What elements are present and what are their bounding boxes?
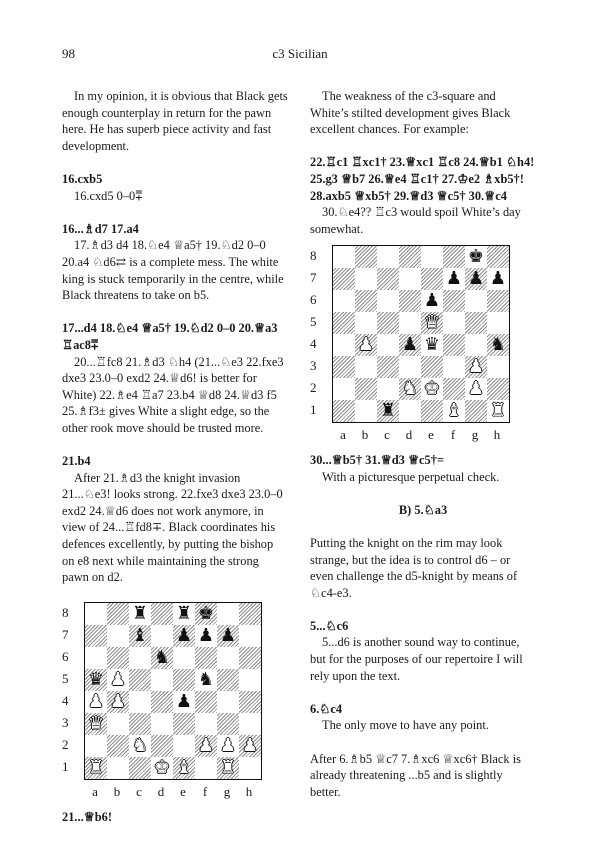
square-a1 bbox=[333, 400, 355, 422]
left-column bbox=[62, 88, 288, 826]
move-note: With a picturesque perpetual check. bbox=[322, 469, 500, 484]
rank-label: 7 bbox=[310, 270, 317, 286]
black-king-icon: ♚ bbox=[197, 603, 215, 625]
square-e5 bbox=[421, 312, 443, 334]
square-h7 bbox=[239, 625, 261, 647]
move-note: 16.cxd5 0–0⩱ bbox=[74, 188, 143, 203]
square-a2 bbox=[85, 735, 107, 757]
square-d2 bbox=[399, 378, 421, 400]
square-h3 bbox=[487, 356, 509, 378]
square-g4 bbox=[217, 691, 239, 713]
rank-label: 7 bbox=[62, 627, 69, 643]
square-e7 bbox=[421, 268, 443, 290]
move-heading: 5...♘c6 bbox=[310, 618, 349, 633]
square-e3 bbox=[421, 356, 443, 378]
black-knight-icon: ♞ bbox=[197, 669, 215, 691]
rank-label: 6 bbox=[310, 292, 317, 308]
square-h6 bbox=[487, 290, 509, 312]
square-b7 bbox=[355, 268, 377, 290]
square-c6 bbox=[377, 290, 399, 312]
square-d8 bbox=[399, 246, 421, 268]
black-pawn-icon: ♟ bbox=[197, 625, 215, 647]
square-e1 bbox=[173, 757, 195, 779]
paragraph: The weakness of the c3-square and White’s stilted development gives Black excellent chances. For example: bbox=[310, 89, 511, 137]
rank-label: 1 bbox=[310, 402, 317, 418]
square-g8 bbox=[217, 603, 239, 625]
white-pawn-icon: ♟ bbox=[467, 356, 485, 378]
square-f5 bbox=[443, 312, 465, 334]
square-g3 bbox=[465, 356, 487, 378]
square-a5 bbox=[85, 669, 107, 691]
square-f3 bbox=[195, 713, 217, 735]
square-f6 bbox=[195, 647, 217, 669]
rank-label: 6 bbox=[62, 649, 69, 665]
square-d7 bbox=[151, 625, 173, 647]
black-pawn-icon: ♟ bbox=[445, 268, 463, 290]
white-rook-icon: ♜ bbox=[87, 757, 105, 779]
black-pawn-icon: ♟ bbox=[401, 334, 419, 356]
square-g4 bbox=[465, 334, 487, 356]
square-d1 bbox=[399, 400, 421, 422]
square-h1 bbox=[239, 757, 261, 779]
square-b2 bbox=[107, 735, 129, 757]
square-d6 bbox=[151, 647, 173, 669]
square-b8 bbox=[107, 603, 129, 625]
square-g6 bbox=[465, 290, 487, 312]
rank-label: 1 bbox=[62, 759, 69, 775]
square-a6 bbox=[85, 647, 107, 669]
rank-label: 2 bbox=[62, 737, 69, 753]
file-label: c bbox=[136, 784, 142, 800]
square-c1 bbox=[377, 400, 399, 422]
white-knight-icon: ♞ bbox=[131, 735, 149, 757]
square-b2 bbox=[355, 378, 377, 400]
rank-label: 4 bbox=[62, 693, 69, 709]
black-pawn-icon: ♟ bbox=[175, 691, 193, 713]
black-pawn-icon: ♟ bbox=[219, 625, 237, 647]
square-e2 bbox=[173, 735, 195, 757]
file-label: f bbox=[450, 427, 456, 443]
white-king-icon: ♚ bbox=[153, 757, 171, 779]
move-note: 17.♗d3 d4 18.♘e4 ♕a5† 19.♘d2 0–0 20.a4 ♘d6⇄ is a complete mess. The white king is stuck temporarily in the centre, while Black threatens to take on b5. bbox=[62, 238, 284, 303]
chess-diagram-right bbox=[310, 245, 536, 444]
chess-board bbox=[332, 245, 510, 423]
square-f7 bbox=[195, 625, 217, 647]
square-a3 bbox=[85, 713, 107, 735]
file-labels bbox=[332, 427, 536, 444]
rank-label: 2 bbox=[310, 380, 317, 396]
file-label: c bbox=[384, 427, 390, 443]
square-b4 bbox=[355, 334, 377, 356]
square-g3 bbox=[217, 713, 239, 735]
square-d3 bbox=[399, 356, 421, 378]
square-c2 bbox=[377, 378, 399, 400]
file-label: d bbox=[157, 784, 165, 800]
paragraph: After 6.♗b5 ♕c7 7.♗xc6 ♕xc6† Black is already threatening ...b5 and is slightly better. bbox=[310, 751, 521, 799]
black-pawn-icon: ♟ bbox=[467, 268, 485, 290]
square-b5 bbox=[355, 312, 377, 334]
square-c4 bbox=[129, 691, 151, 713]
move-note: After 21.♗d3 the knight invasion 21...♘e3! looks strong. 22.fxe3 dxe3 23.0–0 exd2 24.♕d6 does not work anymore, in view of 24...♖fd8∓. Black coordinates his defences excellently, by putting the bishop on e8 next while maintaining the strong pawn on d2. bbox=[62, 470, 283, 585]
square-b7 bbox=[107, 625, 129, 647]
black-rook-icon: ♜ bbox=[379, 400, 397, 422]
square-c1 bbox=[129, 757, 151, 779]
chess-diagram-left bbox=[62, 602, 288, 801]
move-note: 30.♘e4?? ♖c3 would spoil White’s day somewhat. bbox=[310, 205, 521, 236]
file-label: e bbox=[180, 784, 186, 800]
black-queen-icon: ♛ bbox=[87, 669, 105, 691]
black-rook-icon: ♜ bbox=[175, 603, 193, 625]
square-e1 bbox=[421, 400, 443, 422]
file-label: a bbox=[340, 427, 346, 443]
diagram-caption: 21...♕b6! bbox=[62, 810, 113, 824]
white-bishop-icon: ♝ bbox=[445, 400, 463, 422]
square-h4 bbox=[239, 691, 261, 713]
square-d6 bbox=[399, 290, 421, 312]
rank-label: 5 bbox=[310, 314, 317, 330]
black-pawn-icon: ♟ bbox=[423, 290, 441, 312]
rank-label: 8 bbox=[310, 248, 317, 264]
move-heading: 6.♘c4 bbox=[310, 701, 343, 716]
square-d5 bbox=[151, 669, 173, 691]
page-number: 98 bbox=[62, 46, 75, 61]
rank-label: 3 bbox=[310, 358, 317, 374]
white-pawn-icon: ♟ bbox=[467, 378, 485, 400]
square-b3 bbox=[355, 356, 377, 378]
black-pawn-icon: ♟ bbox=[175, 625, 193, 647]
square-h2 bbox=[239, 735, 261, 757]
file-label: h bbox=[245, 784, 253, 800]
square-c7 bbox=[129, 625, 151, 647]
square-c8 bbox=[377, 246, 399, 268]
square-a2 bbox=[333, 378, 355, 400]
square-f5 bbox=[195, 669, 217, 691]
paragraph: In my opinion, it is obvious that Black gets enough counterplay in return for the pawn here. He has superb piece activity and fast development. bbox=[62, 89, 288, 153]
square-h4 bbox=[487, 334, 509, 356]
square-d3 bbox=[151, 713, 173, 735]
file-label: b bbox=[113, 784, 121, 800]
square-e7 bbox=[173, 625, 195, 647]
square-e4 bbox=[173, 691, 195, 713]
square-g8 bbox=[465, 246, 487, 268]
square-c5 bbox=[129, 669, 151, 691]
running-head: c3 Sicilian bbox=[272, 46, 328, 61]
square-d4 bbox=[399, 334, 421, 356]
square-f7 bbox=[443, 268, 465, 290]
move-note: The only move to have any point. bbox=[322, 718, 489, 733]
white-pawn-icon: ♟ bbox=[357, 334, 375, 356]
square-e5 bbox=[173, 669, 195, 691]
square-a7 bbox=[333, 268, 355, 290]
file-label: b bbox=[361, 427, 369, 443]
right-column bbox=[310, 88, 536, 800]
file-labels bbox=[84, 784, 288, 801]
file-label: h bbox=[493, 427, 501, 443]
square-g5 bbox=[217, 669, 239, 691]
square-a4 bbox=[333, 334, 355, 356]
square-f2 bbox=[195, 735, 217, 757]
chess-board bbox=[84, 602, 262, 780]
square-b6 bbox=[107, 647, 129, 669]
square-b4 bbox=[107, 691, 129, 713]
paragraph: Putting the knight on the rim may look strange, but the idea is to control d6 – or even challenge the d5-knight by means of ♘c4-e3. bbox=[310, 535, 518, 600]
square-h8 bbox=[487, 246, 509, 268]
square-b6 bbox=[355, 290, 377, 312]
move-heading: 30...♕b5† 31.♕d3 ♕c5†= bbox=[310, 452, 445, 467]
square-c3 bbox=[129, 713, 151, 735]
square-c7 bbox=[377, 268, 399, 290]
square-h2 bbox=[487, 378, 509, 400]
file-label: g bbox=[471, 427, 479, 443]
square-b5 bbox=[107, 669, 129, 691]
black-bishop-icon: ♝ bbox=[131, 625, 149, 647]
white-pawn-icon: ♟ bbox=[219, 735, 237, 757]
square-a8 bbox=[333, 246, 355, 268]
square-a5 bbox=[333, 312, 355, 334]
black-king-icon: ♚ bbox=[467, 246, 485, 268]
square-h5 bbox=[239, 669, 261, 691]
move-heading: 17...d4 18.♘e4 ♕a5† 19.♘d2 0–0 20.♕a3 ♖ac8⩱ bbox=[62, 321, 278, 352]
white-king-icon: ♚ bbox=[423, 378, 441, 400]
square-h7 bbox=[487, 268, 509, 290]
section-heading: B) 5.♘a3 bbox=[398, 502, 448, 517]
square-f8 bbox=[443, 246, 465, 268]
square-f4 bbox=[443, 334, 465, 356]
black-rook-icon: ♜ bbox=[131, 603, 149, 625]
square-h8 bbox=[239, 603, 261, 625]
rank-label: 8 bbox=[62, 605, 69, 621]
square-h6 bbox=[239, 647, 261, 669]
square-d2 bbox=[151, 735, 173, 757]
square-d4 bbox=[151, 691, 173, 713]
square-g7 bbox=[465, 268, 487, 290]
square-c4 bbox=[377, 334, 399, 356]
square-b3 bbox=[107, 713, 129, 735]
white-pawn-icon: ♟ bbox=[197, 735, 215, 757]
square-g2 bbox=[217, 735, 239, 757]
square-c5 bbox=[377, 312, 399, 334]
white-rook-icon: ♜ bbox=[219, 757, 237, 779]
rank-labels bbox=[62, 602, 84, 780]
move-heading: 16...♗d7 17.a4 bbox=[62, 221, 139, 236]
file-label: e bbox=[428, 427, 434, 443]
white-pawn-icon: ♟ bbox=[109, 691, 127, 713]
square-a6 bbox=[333, 290, 355, 312]
file-label: d bbox=[405, 427, 413, 443]
square-e6 bbox=[421, 290, 443, 312]
white-rook-icon: ♜ bbox=[489, 400, 507, 422]
white-queen-icon: ♛ bbox=[87, 713, 105, 735]
white-queen-icon: ♛ bbox=[423, 312, 441, 334]
square-a1 bbox=[85, 757, 107, 779]
move-heading: 16.cxb5 bbox=[62, 171, 103, 186]
file-label: a bbox=[92, 784, 98, 800]
black-knight-icon: ♞ bbox=[153, 647, 171, 669]
white-knight-icon: ♞ bbox=[401, 378, 419, 400]
square-f1 bbox=[195, 757, 217, 779]
rank-labels bbox=[310, 245, 332, 423]
square-g6 bbox=[217, 647, 239, 669]
square-a8 bbox=[85, 603, 107, 625]
file-label: f bbox=[202, 784, 208, 800]
move-heading: 21.b4 bbox=[62, 454, 91, 469]
rank-label: 4 bbox=[310, 336, 317, 352]
square-d5 bbox=[399, 312, 421, 334]
white-pawn-icon: ♟ bbox=[87, 691, 105, 713]
square-d1 bbox=[151, 757, 173, 779]
square-d7 bbox=[399, 268, 421, 290]
square-c8 bbox=[129, 603, 151, 625]
move-line: 22.♖c1 ♖xc1† 23.♕xc1 ♖c8 24.♕b1 ♘h4! 25.g3 ♕b7 26.♕e4 ♖c1† 27.♔e2 ♗xb5†! 28.axb5 ♕xb5† 29.♕d3 ♕c5† 30.♕c4 bbox=[310, 155, 535, 203]
file-label: g bbox=[223, 784, 231, 800]
square-c3 bbox=[377, 356, 399, 378]
square-c6 bbox=[129, 647, 151, 669]
square-e8 bbox=[173, 603, 195, 625]
square-h3 bbox=[239, 713, 261, 735]
square-g7 bbox=[217, 625, 239, 647]
white-pawn-icon: ♟ bbox=[241, 735, 259, 757]
square-e3 bbox=[173, 713, 195, 735]
square-a4 bbox=[85, 691, 107, 713]
square-h5 bbox=[487, 312, 509, 334]
square-e6 bbox=[173, 647, 195, 669]
square-f1 bbox=[443, 400, 465, 422]
square-e8 bbox=[421, 246, 443, 268]
square-d8 bbox=[151, 603, 173, 625]
rank-label: 5 bbox=[62, 671, 69, 687]
black-knight-icon: ♞ bbox=[489, 334, 507, 356]
square-g2 bbox=[465, 378, 487, 400]
square-h1 bbox=[487, 400, 509, 422]
white-bishop-icon: ♝ bbox=[175, 757, 193, 779]
square-f6 bbox=[443, 290, 465, 312]
square-e2 bbox=[421, 378, 443, 400]
square-g1 bbox=[217, 757, 239, 779]
rank-label: 3 bbox=[62, 715, 69, 731]
square-b1 bbox=[107, 757, 129, 779]
black-queen-icon: ♛ bbox=[423, 334, 441, 356]
square-f2 bbox=[443, 378, 465, 400]
square-a3 bbox=[333, 356, 355, 378]
square-f8 bbox=[195, 603, 217, 625]
square-b1 bbox=[355, 400, 377, 422]
square-a7 bbox=[85, 625, 107, 647]
move-note: 20...♖fc8 21.♗d3 ♘h4 (21...♘e3 22.fxe3 dxe3 23.0–0 exd2 24.♕d6! is better for White) 22.♗e4 ♖a7 23.b4 ♕d8 24.♕d3 f5 25.♗f3± gives White a slight edge, so the other rook move should be trusted more. bbox=[62, 354, 284, 435]
black-pawn-icon: ♟ bbox=[489, 268, 507, 290]
move-note: 5...d6 is another sound way to continue, but for the purposes of our repertoire I will rely upon the text. bbox=[310, 635, 523, 683]
square-g5 bbox=[465, 312, 487, 334]
square-b8 bbox=[355, 246, 377, 268]
square-g1 bbox=[465, 400, 487, 422]
square-c2 bbox=[129, 735, 151, 757]
square-f3 bbox=[443, 356, 465, 378]
square-f4 bbox=[195, 691, 217, 713]
white-pawn-icon: ♟ bbox=[109, 669, 127, 691]
square-e4 bbox=[421, 334, 443, 356]
